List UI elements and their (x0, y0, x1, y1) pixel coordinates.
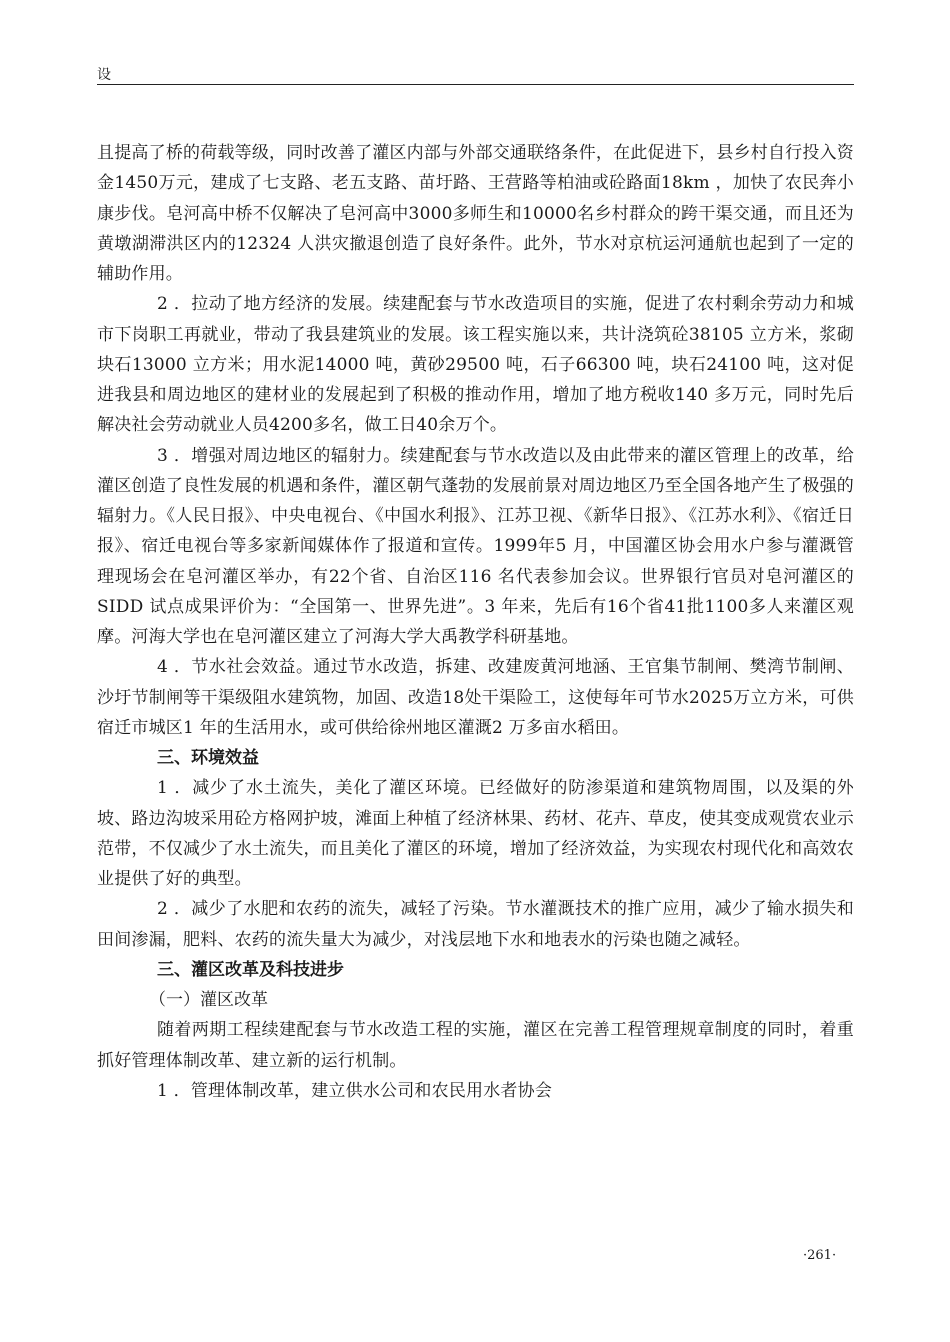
section-heading-environment: 三、环境效益 (157, 748, 259, 768)
page-number: ·261· (803, 1248, 837, 1263)
body-text (97, 138, 854, 1106)
paragraph-4: 4 ．节水社会效益。通过节水改造，拆建、改建废黄河地涵、王官集节制闸、樊湾节制闸、沙圩节制闸等干渠级阻水建筑物，加固、改造18处干渠险工，这使每年可节水2025万立方米，可供宿迁市城区1 年的生活用水，或可供给徐州地区灌溉2 万多亩水稻田。 (97, 657, 854, 738)
section-heading-reform: 三、灌区改革及科技进步 (157, 959, 344, 980)
running-header: 设 (97, 67, 111, 83)
paragraph-3: 3 ．增强对周边地区的辐射力。续建配套与节水改造以及由此带来的灌区管理上的改革，给灌区创造了良性发展的机遇和条件，灌区朝气蓬勃的发展前景对周边地区乃至全国各地产生了极强的辐射力。《人民日报》、中央电视台、《中国水利报》、江苏卫视、《新华日报》、《江苏水利》、《宿迁日报》、宿迁电视台等多家新闻媒体作了报道和宣传。1999年5 月，中国灌区协会用水户参与灌溉管理现场会在皂河灌区举办，有22个省、自治区116 名代表参加会议。世界银行官员对皂河灌区的SIDD 试点成果评价为：“全国第一、世界先进”。3 年来，先后有16个省41批1100多人来灌区观摩。河海大学也在皂河灌区建立了河海大学大禹教学科研基地。 (97, 445, 854, 647)
paragraph-2: 2 ．拉动了地方经济的发展。续建配套与节水改造项目的实施，促进了农村剩余劳动力和城市下岗职工再就业，带动了我县建筑业的发展。该工程实施以来，共计浇筑砼38105 立方米，浆砌块石13000 立方米；用水泥14000 吨，黄砂29500 吨，石子66300 吨，块石24100 吨，这对促进我县和周边地区的建材业的发展起到了积极的推动作用，增加了地方税收140 多万元，同时先后解决社会劳动就业人员4200多名，做工日40余万个。 (97, 294, 854, 436)
header-rule (97, 84, 854, 85)
paragraph-1: 且提高了桥的荷载等级，同时改善了灌区内部与外部交通联络条件，在此促进下，县乡村自行投入资金1450万元，建成了七支路、老五支路、苗圩路、王营路等柏油或砼路面18km ，加快了农民奔小康步伐。皂河高中桥不仅解决了皂河高中3000多师生和10000名乡村群众的跨干渠交通，而且还为黄墩湖滞洪区内的12324 人洪灾撤退创造了良好条件。此外，节水对京杭运河通航也起到了一定的辅助作用。 (97, 143, 854, 284)
paragraph-6: 2 ．减少了水肥和农药的流失，减轻了污染。节水灌溉技术的推广应用，减少了输水损失和田间渗漏，肥料、农药的流失量大为减少，对浅层地下水和地表水的污染也随之减轻。 (97, 899, 854, 950)
subsection-heading: （一）灌区改革 (149, 990, 268, 1010)
paragraph-5: 1 ．减少了水土流失，美化了灌区环境。已经做好的防渗渠道和建筑物周围，以及渠的外坡、路边沟坡采用砼方格网护坡，滩面上种植了经济林果、药材、花卉、草皮，使其变成观赏农业示范带，不仅减少了水土流失，而且美化了灌区的环境，增加了经济效益，为实现农村现代化和高效农业提供了好的典型。 (97, 778, 854, 889)
paragraph-8: 1 ．管理体制改革，建立供水公司和农民用水者协会 (157, 1080, 553, 1101)
paragraph-7: 随着两期工程续建配套与节水改造工程的实施，灌区在完善工程管理规章制度的同时，着重抓好管理体制改革、建立新的运行机制。 (97, 1020, 854, 1071)
